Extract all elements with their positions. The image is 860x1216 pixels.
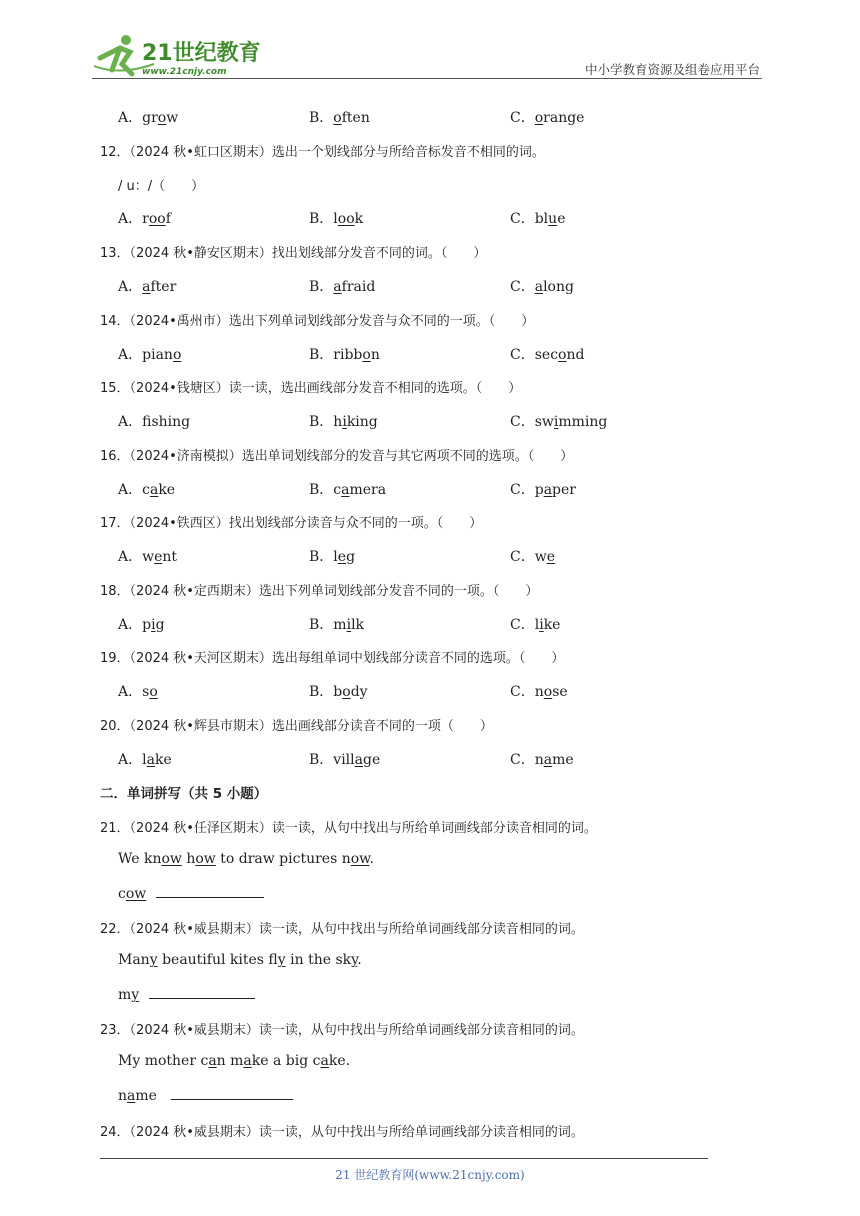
q16-option-b: B．camera xyxy=(309,482,387,498)
q12-option-b: B．look xyxy=(309,211,364,227)
q15-option-a: A．fshing xyxy=(118,414,191,430)
q21-sentence: We know how to draw pictures now. xyxy=(118,851,374,867)
question-12: 12．（2024 秋•虹口区期末）选出一个划线部分与所给音标发音不相同的词。 xyxy=(100,145,545,160)
q22-sentence: Many beautiful kites fly in the sky. xyxy=(118,952,362,968)
question-19: 19．（2024 秋•天河区期末）选出每组单词中划线部分读音不同的选项。（ ） xyxy=(100,651,565,666)
q20-option-a: A．lake xyxy=(118,752,172,768)
q18-option-b: B．milk xyxy=(309,617,365,633)
section-heading: 二．单词拼写（共 5 小题） xyxy=(100,786,268,802)
page-header xyxy=(90,30,760,82)
question-24: 24．（2024 秋•威县期末）读一读，从句中找出与所给单词画线部分读音相同的词。 xyxy=(100,1125,584,1140)
site-logo xyxy=(90,30,270,80)
q23-sentence: My mother can make a big cake. xyxy=(118,1053,351,1069)
q20-option-b: B．village xyxy=(309,752,381,768)
q19-option-a: A．so xyxy=(118,684,158,700)
q14-option-b: B．ribbon xyxy=(309,347,380,363)
answer-blank[interactable] xyxy=(149,986,255,999)
q14-option-a: A．piano xyxy=(118,347,182,363)
question-22: 22．（2024 秋•威县期末）读一读，从句中找出与所给单词画线部分读音相同的词。 xyxy=(100,922,584,937)
footer-divider xyxy=(100,1158,708,1159)
q16-option-a: A．cake xyxy=(118,482,176,498)
q17-option-b: B．leg xyxy=(309,549,356,565)
q19-option-c: C．nose xyxy=(510,684,568,700)
q14-option-c: C．second xyxy=(510,347,585,363)
q18-option-c: C．like xyxy=(510,617,561,633)
q20-option-c: C．name xyxy=(510,752,574,768)
question-12-phonetic: / u：/（ ） xyxy=(118,179,205,194)
q13-option-a: A．after xyxy=(118,279,177,295)
q21-word: cow xyxy=(118,885,264,902)
answer-blank[interactable] xyxy=(156,885,264,898)
svg-text:21世纪教育: 21世纪教育 xyxy=(142,41,261,66)
question-13: 13．（2024 秋•静安区期末）找出划线部分发音不同的词。（ ） xyxy=(100,246,487,261)
platform-name: 中小学教育资源及组卷应用平台 xyxy=(584,62,760,77)
question-16: 16．（2024•济南模拟）选出单词划线部分的发音与其它两项不同的选项。（ ） xyxy=(100,449,574,464)
q13-option-b: B．afraid xyxy=(309,279,376,295)
q13-option-c: C．along xyxy=(510,279,574,295)
q17-option-a: A．went xyxy=(118,549,178,565)
answer-blank[interactable] xyxy=(171,1087,293,1100)
header-divider xyxy=(92,78,762,79)
q12-option-c: C．blue xyxy=(510,211,566,227)
question-15: 15．（2024•钱塘区）读一读，选出画线部分发音不相同的选项。（ ） xyxy=(100,381,522,396)
q23-word: name xyxy=(118,1087,293,1104)
q18-option-a: A．pig xyxy=(118,617,165,633)
q16-option-c: C．paper xyxy=(510,482,576,498)
question-20: 20．（2024 秋•辉县市期末）选出画线部分读音不同的一项（ ） xyxy=(100,719,493,734)
q15-option-c: C．swimming xyxy=(510,414,608,430)
q22-word: my xyxy=(118,986,255,1003)
q11-option-a: A．grow xyxy=(118,110,179,126)
q12-option-a: A．roof xyxy=(118,211,171,227)
question-21: 21．（2024 秋•任泽区期末）读一读，从句中找出与所给单词画线部分读音相同的词。 xyxy=(100,821,597,836)
question-23: 23．（2024 秋•威县期末）读一读，从句中找出与所给单词画线部分读音相同的词。 xyxy=(100,1023,584,1038)
page-footer: 21 世纪教育网(www.21cnjy.com) xyxy=(335,1168,525,1182)
question-18: 18．（2024 秋•定西期末）选出下列单词划线部分发音不同的一项。（ ） xyxy=(100,584,539,599)
question-17: 17．（2024•铁西区）找出划线部分读音与众不同的一项。（ ） xyxy=(100,516,483,531)
q15-option-b: B．hiking xyxy=(309,414,378,430)
q11-option-b: B．often xyxy=(309,110,370,126)
svg-text:www.21cnjy.com: www.21cnjy.com xyxy=(142,67,227,77)
q17-option-c: C．we xyxy=(510,549,555,565)
q19-option-b: B．body xyxy=(309,684,368,700)
q11-option-c: C．orange xyxy=(510,110,585,126)
question-14: 14．（2024•禹州市）选出下列单词划线部分发音与众不同的一项。（ ） xyxy=(100,314,535,329)
